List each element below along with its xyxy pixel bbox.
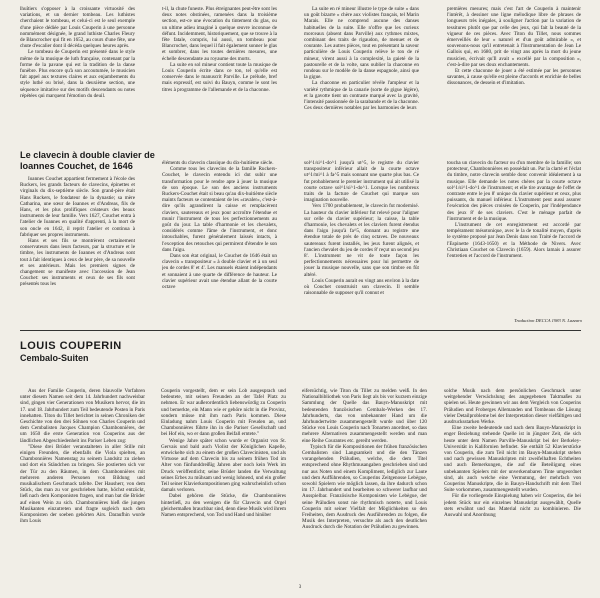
fr-mid-col-1 <box>20 176 135 309</box>
paragraph: premières mesures; mais c'est l'art de Couperin à maintenir l'intérêt, à dessiner une ligne mélodique libre de phrases de longueurs très inégales, à souligner l'action par la variation de tessitures plutôt que par celle des jeux, qui fait la beauté de la vigueur de ces pièces. Avec Titon du Tillet, nous sommes émerveillés de leur « naturel et d'un goût admirable », et souvenons-nous qu'il entretenait à l'Instrumentation de Jean Le Gallois qui, en 1680, prit de vingt ans après la mort du jeune musicien, écrivait qu'Il avait « excellé par la composition », c'est-à-dire par ses doux enchantements. <box>447 6 581 68</box>
paragraph: Et cette chaconne de jouer a été estimée par les personnes savantes, à cause qu'elle est pleine d'accords et enrichie de belles dissonances, de dessein et d'imitation. <box>447 68 581 87</box>
paragraph: Typisch für die Kompositionen der frühen französischen Cembalisten sind Langsamkeit und die den Tänzen vorangehenden Präludien, welche, die dem Titel entsprechend ohne Rhythmusangaben geschrieben sind und nur aus Noten und einem Kompliment, lediglich zur Laute und dem Aufführenden, so Couperins Zeitgenosse Lebègue, sowohl Spielern wie möglich lassen, da ihre dadurch schon im 17. Jahrhundert und bearbeiten so schwerer laufbar und Ausspielbar. Französische Komponisten wie Lebègue, der seine Präludien sonst nie rhythmisch noterte, und Louis Couperin mit seiner Vielfalt der Möglichkeiten so den Freiheiten, dem Ausdruck des Ausführenden zu folgen, die Musik des Interpreten, versuchte als auch den deutlichen Ausdruck durch die Notation der Präludien zu gewinnen. <box>302 443 427 531</box>
work-subtitle: Cembalo-Suiten <box>20 353 89 363</box>
paragraph: Ioannes Couchet appartient fermement à l'école des Ruckers, les grands facteurs de clavecins, épinettes et virginals du dix-septième siècle. Son grand-père était Hans Ruckers, le fondateur de la dynastie; sa mère Catharina, une sœur de Ioannes et d'Andreas, fils de Hans, et les plus prolifiques créateurs des beaux instruments de leur famille. Vers 1627, Couchet entra à l'atelier de Ioannes en qualité d'apprenti, à la mort de son oncle en 1642, il reprit l'atelier et continua à fabriquer ses propres instruments. <box>20 176 135 238</box>
paragraph: La suite en sol mineur contient toute la musique de Louis Couperin écrite dans ce ton, tel qu'elle est conservée dans le manuscrit Parville. Le prélude, bref mais expressif, est suivi du Bauyn, comme le sont les titres à programme de l'allemande et de la chaconne. <box>162 61 277 93</box>
paragraph: éléments du clavecin classique du dix-huitième siècle. <box>162 160 274 166</box>
paragraph: La suite en ré mineur illustre le type de suite « dans un goût bizarre » chère aux violistes français, tel Marin Marais. Elle ne comprend aucune des danses habituelles de la suite. Elle n'offre que les curieux morceaux (absent dans Parville) aux rythmes mixtes, combinant des traits de rigaudon, de menuet et de courante. Les autres pièces, tout en présentant la saveur particulière de Louis Couperin relève le ton de ré mineur, virent aussi à la complexité, la gaieté de la pastourelle et de la volte, sans oublier la chaconne en rondeau sur le modèle de la danse espagnole, ainsi que la gigue. <box>304 6 419 81</box>
paragraph: "Diese drei Brüder veranstalteten in aller Stille mit einigen Freunden, die ebenfalls die Viola spielten, an Chambonnières Namenstag zu seinem Landsitz zu ziehen und dort ein Ständchen zu bringen. Sie postierten sich vor der Tür zu den Räumen, in dem Chambonnières mit mehreren anderen Personen von Bildung und musikalischem Geschmack tafelte. Der Hausherr, von dem Stück, das man zu vor geschrieben hatte, höchst entzückt, ließ nach dem Komponisten fragen, und man bat die Brüder auf einen Wein zu sich. Chambonnières hieß die jungen Musikanten einzutreten und fragte sogleich nach dem Komponisten der soeben gehörten Airs. Daraufhin wurde ihm Louis <box>20 443 145 525</box>
fr-mid-col-4 <box>447 160 581 310</box>
paragraph: Vers 1700 probablement, le clavecin fut modernisé. La hauteur du clavier inférieur fut relevé pour l'aligner sur celle du clavier supérieur; la caisse, la table d'harmonie, les chevalets et les claviers furent étendus dans l'aigu jusqu'à fa^5, donnant au registre une étendue totale de près de cinq octaves. De nouveaux sautereaux furent installés, les jeux furent alignés, et l'ancien chevalet du jeu de cordes 8' reçut un second jeu 8'. L'instrument ne vit de toute façon les perfectionnements nécessaires pour lui permettre de jouer la musique nouvelle, sans que son timbre en fût altéré. <box>304 203 419 278</box>
fr-top-col-4 <box>447 6 581 148</box>
paragraph: t-il, la chute funeste. Plus étreignantes peut-être sont les deux notes obstinées, ramenées dans la troisième section, est-ce une évocation du tintement du glas, ou un ultime adieu imaginé à quelque œuvre inconnue de défunt. Incidemment, historiquement, que se trouve à la fête fatale, compris, lui aussi, un tombeau pour Blancrocher, dans lequel il fait également sonner le glas et sombrer, dans les toutes dernières mesures, une échelle descendante au royaume des morts. <box>162 6 277 62</box>
section-divider <box>20 330 581 331</box>
paragraph: Comme tous les clavecins de la famille Ruckers-Couchet, le clavecin entendu ici dut subir une transformation pour le rendre apte à jouer la musique de son époque. Le son des anciens instruments Ruckers-Couchet était si beau qu'au dix-huitième siècle maints facteurs se contentaient de les «ravaler», c'est-à-dire qu'ils agrandirent la caisse et remplacèrent claviers, sautereaux et jeux pour accroître l'étendue et munir l'instrument de tous les perfectionnements au goût du jour. La table d'harmonie et les chevalets, considérés comme l'âme de l'instrument, et donc intouchables, furent généralement laissés intacts, à l'exception des retouches qui permirent d'étendre le son dans l'aigu. <box>162 166 277 253</box>
paragraph: Aus der Familie Couperin, deren blauvolle Vorfahren unter diesem Namen seit dem 14. Jahrhundert nachweisbar sind, gingen vier Generationen von Musikern hervor, die im 17. und 18. Jahrhundert zum Teil bedeutende Posten in Paris innehatten. Titon du Tillet berichtet in seinen Chroniken der Geschichte von den drei Söhnen von Charles Couperin und dem Cembalisten Jacques Champion Chambonnières, der um 1650 die erste Generation von Couperins aus der ländlichen Abgeschiedenheit ins Pariser Leben zog: <box>20 388 145 444</box>
paragraph: lhuîtiers s'opposer à la croissante virtuosité des variations, et un dernier tombeau. Les luthistes cherchaient le tombeau, et celui-ci est le seul exemple d'une pièce dédiée par Louis Couperin à une personne nommément désignée, le grand luthiste Charles Fleury de Blancrocher qui fit en 1652, au cours d'une fête, une chute d'escalier dont il décéda quelques heures après. <box>20 6 135 50</box>
paragraph: toucha un clavecin du facteur ou d'un membre de la famille; son protecteur, Chambonnières en possédait un. Par la clarté et l'éclat du timbre, notre clavecin semble donc convenir idéalement à sa musique. Elle demande les notes chères par la courte octave sol^1/si^1-do^1 de l'instrument; et elle tire avantage de l'effet de contraste entre le jeu 8' unique du clavier supérieur et ceux, plus puissants, du manuel inférieur. L'instrument peut aussi assurer l'exécution des pièces croisées de Couperin, par l'indépendance des jeux 8' de ses claviers. C'est le ménage parfait de l'instrument et de la musique. <box>447 160 581 222</box>
paragraph: Le tombeau de Couperin est présenté dans le style même de la musique de luth française, contenant par la forme de la pavane qui est la tradition de la danse funèbre. Plus encore qu'à son accoutumée, le musicien fait appel aux textures claires et aux enjambements du style luthé ou brisé, dans la deuxième section, une séquence imitative sur des motifs descendants ou notes répétées qui marquent l'émotion du deuil. <box>20 49 135 99</box>
paragraph: Dans son état original, le Couchet de 1646 était un clavecin « transpositeur » à double clavier et à un seul jeu de cordes 8' et 4'. Les manuels étaient indépendants et sonnaient à une quarte de différence de hauteur. Le clavier supérieur avait une étendue allant de la courte octave <box>162 253 277 291</box>
paragraph: Dabei gehören die Stücke, die Chambonnières hinterließ, zu den wenigen die für Clavecin und Orgel gleichermaßen brauchbar sind, denn diese Musik wird ihrem Namen entsprechend, von Tod und Hand und hinüber <box>161 493 286 519</box>
section-heading-harpsichord: Le clavecin à double clavier de Ioannes Couchet, de 1646 <box>20 150 155 171</box>
fr-top-col-2 <box>162 6 277 148</box>
paragraph: Wenige Jahre später schon wurde er Organist von St. Gervais und bald auch Violist der Königlichen Kapelle, entwickelte sich zu einem der großen Clavecinisten, und als Virtuose auf dem Clavecin bis zu seinem frühen Tod im Alter von fünfunddreißig Jahren aber noch kein Werk im Druck veröffentlicht; seine Brüder landen die Verwaltung seines Erbes zu mühsam und wenig lohnend, und ein großer Teil seiner Klavierkompositionen ging wahrscheinlich schon damals verloren. <box>161 437 286 494</box>
de-col-4 <box>444 388 581 582</box>
de-col-2 <box>161 388 286 582</box>
paragraph: sol^1/si^1-do^1 jusqu'à ut^5, le registre du clavier transpositeur inférieur allait de la courte octave ut^1/mi^1 à fa^5 mais sonnant une quarte plus bas. Ce fut probablement le premier instrument qui ait utilisé la courte octave sol^1/si^1-do^1. Lorsque les nombreux traits de la facture de Couchet qui marque son imagination nouvelle. <box>304 160 419 204</box>
composer-title: LOUIS COUPERIN <box>20 340 122 352</box>
paragraph: solche Musik nach dem persönlichen Geschmack unter weitgehender Verwächslung des angegebenen Taktmaßes zu spielen sei. Heute gewinnen wir aus dem Vergleich von Couperins Präludien und Froberges Allemanden und Tombeaus die Lösung vieler Detailprobleme bei der Interpretation dieser vielfältigen und ausdrucksstarken Werke. <box>444 388 581 426</box>
fr-mid-col-3 <box>304 160 419 310</box>
paragraph: Hans et ses fils se montrèrent certainement conservateurs dans leurs facteurs, par la structure et le timbre, les instruments de Ioannes et d'Andreas sont tout à fait identiques à ceux de leur père, de sa nouvelle et ses antérieurs. Mais les premiers signes de changement se manifeste avec l'accession de Jean Couchet: ses instruments et ceux de ses fils sont présentés tous les <box>20 238 135 288</box>
paragraph: Für die vorliegende Einspielung haben wir Couperins, die bei jedem Stück nur ein einzelnes Manuskript ausgewählt, Quelle stets erwähnt und das Material nicht zu kombinieren. Die Auswahl und Anordnung <box>444 493 581 519</box>
paragraph: eifersüchtig, wie Titon du Tillet zu melden weiß. In den Nationalbibliothek von Paris liegt als bis vor kurzem einzige Sammlung der Quelle das Bauyn-Manuskript mit bedeutenden französischen Cembalo-Werken des 17. Jahrhunderts, das von unbekannter Hand um die Jahrhundertwitte zusammengestellt wurde und über 120 Stücke von Louis Couperin nach Tonarten anordnet, so dass mehrere Alternativen zusammengestellt werden und man eine Reihe Courantes etc. gereiht werden. <box>302 388 427 444</box>
paragraph: L'instrument de cet enregistrement est accordé par tempérament mésotonique, avec le la de tonalité moyen, d'après le système proposé par Jean Denis dans son Traité de l'accord de l'Espinette (1643-1650) et la Méthode de Nivers. Avec Christiaan Couchet on Clavecin (1659). Alors lamais à assurer l'entretien et l'accord de l'instrument. <box>447 222 581 260</box>
paragraph: Eine zweite bedeutende und nach dem Bauyn-Manuskript in enger Beziehung stehende Quelle ist in jüngster Zeit, die sich heute unter dem Namen Parville-Manuskript bei der Berkeley-Universität in Kalifornien befindet. Sie enthält 52 Klavierstücke von Couperin, die zum Teil nicht im Bauyn-Manuskript stehen und nach gewissen Manuskripten mit zweifelhaften Echtheiten und auch Bemerkungen, die auf die Beteiligung eines unbekannten Spielers mit der unverkennbaren Tinte umgeordnet sind, als auch welche eine Vermutung, der mehrfach von Couperins Manuskripte, die in Bauyn-Handschrift mit dem Titel Suite vorkommen, zusammengestellt wurden. <box>444 425 581 494</box>
fr-mid-col-2 <box>162 160 277 310</box>
de-col-1 <box>20 388 145 582</box>
paragraph: Couperin vorgestellt, dem er sein Lob ausgesprach und bedeutete, mit seinen Freunden an der Tafel Platz zu nehmen. Er war außerordentlich liebenswürdig zu Couperin und bemerkte, ein Mann wie er gehöre nicht in die Provinz, sondern müsse mit ihm nach Paris kommen. Diese Einladung nahm Louis Couperin mit Freuden an, und Chambonnières führte ihn in die Pariser Gesellschaft und bei Hof ein, wo er dann großen Beifall erntete." <box>161 388 286 438</box>
fr-top-col-1 <box>20 6 135 148</box>
paragraph: La chaconne en particulier révèle l'ampleur et la variété rythmique de la canarie (sorte de gigue légère), et la gavotte tient un contraste marqué avec la gravité, l'intensité passionnée de la sarabande et de la chaconne. Ces deux dernières notables par les harmonies de leurs <box>304 80 419 112</box>
paragraph: Louis Couperin aurait eu vingt ans environ à la date où Couchet construisit son clavecin. Il semble raisonnable de supposer qu'il connut et <box>304 277 419 297</box>
german-section-heading <box>20 340 122 364</box>
translation-credit: Traduction DECCA 1983 N. Lazzaro <box>514 318 582 323</box>
fr-top-col-3 <box>304 6 419 148</box>
de-col-3 <box>302 388 427 582</box>
page-number: 3 <box>298 585 302 590</box>
